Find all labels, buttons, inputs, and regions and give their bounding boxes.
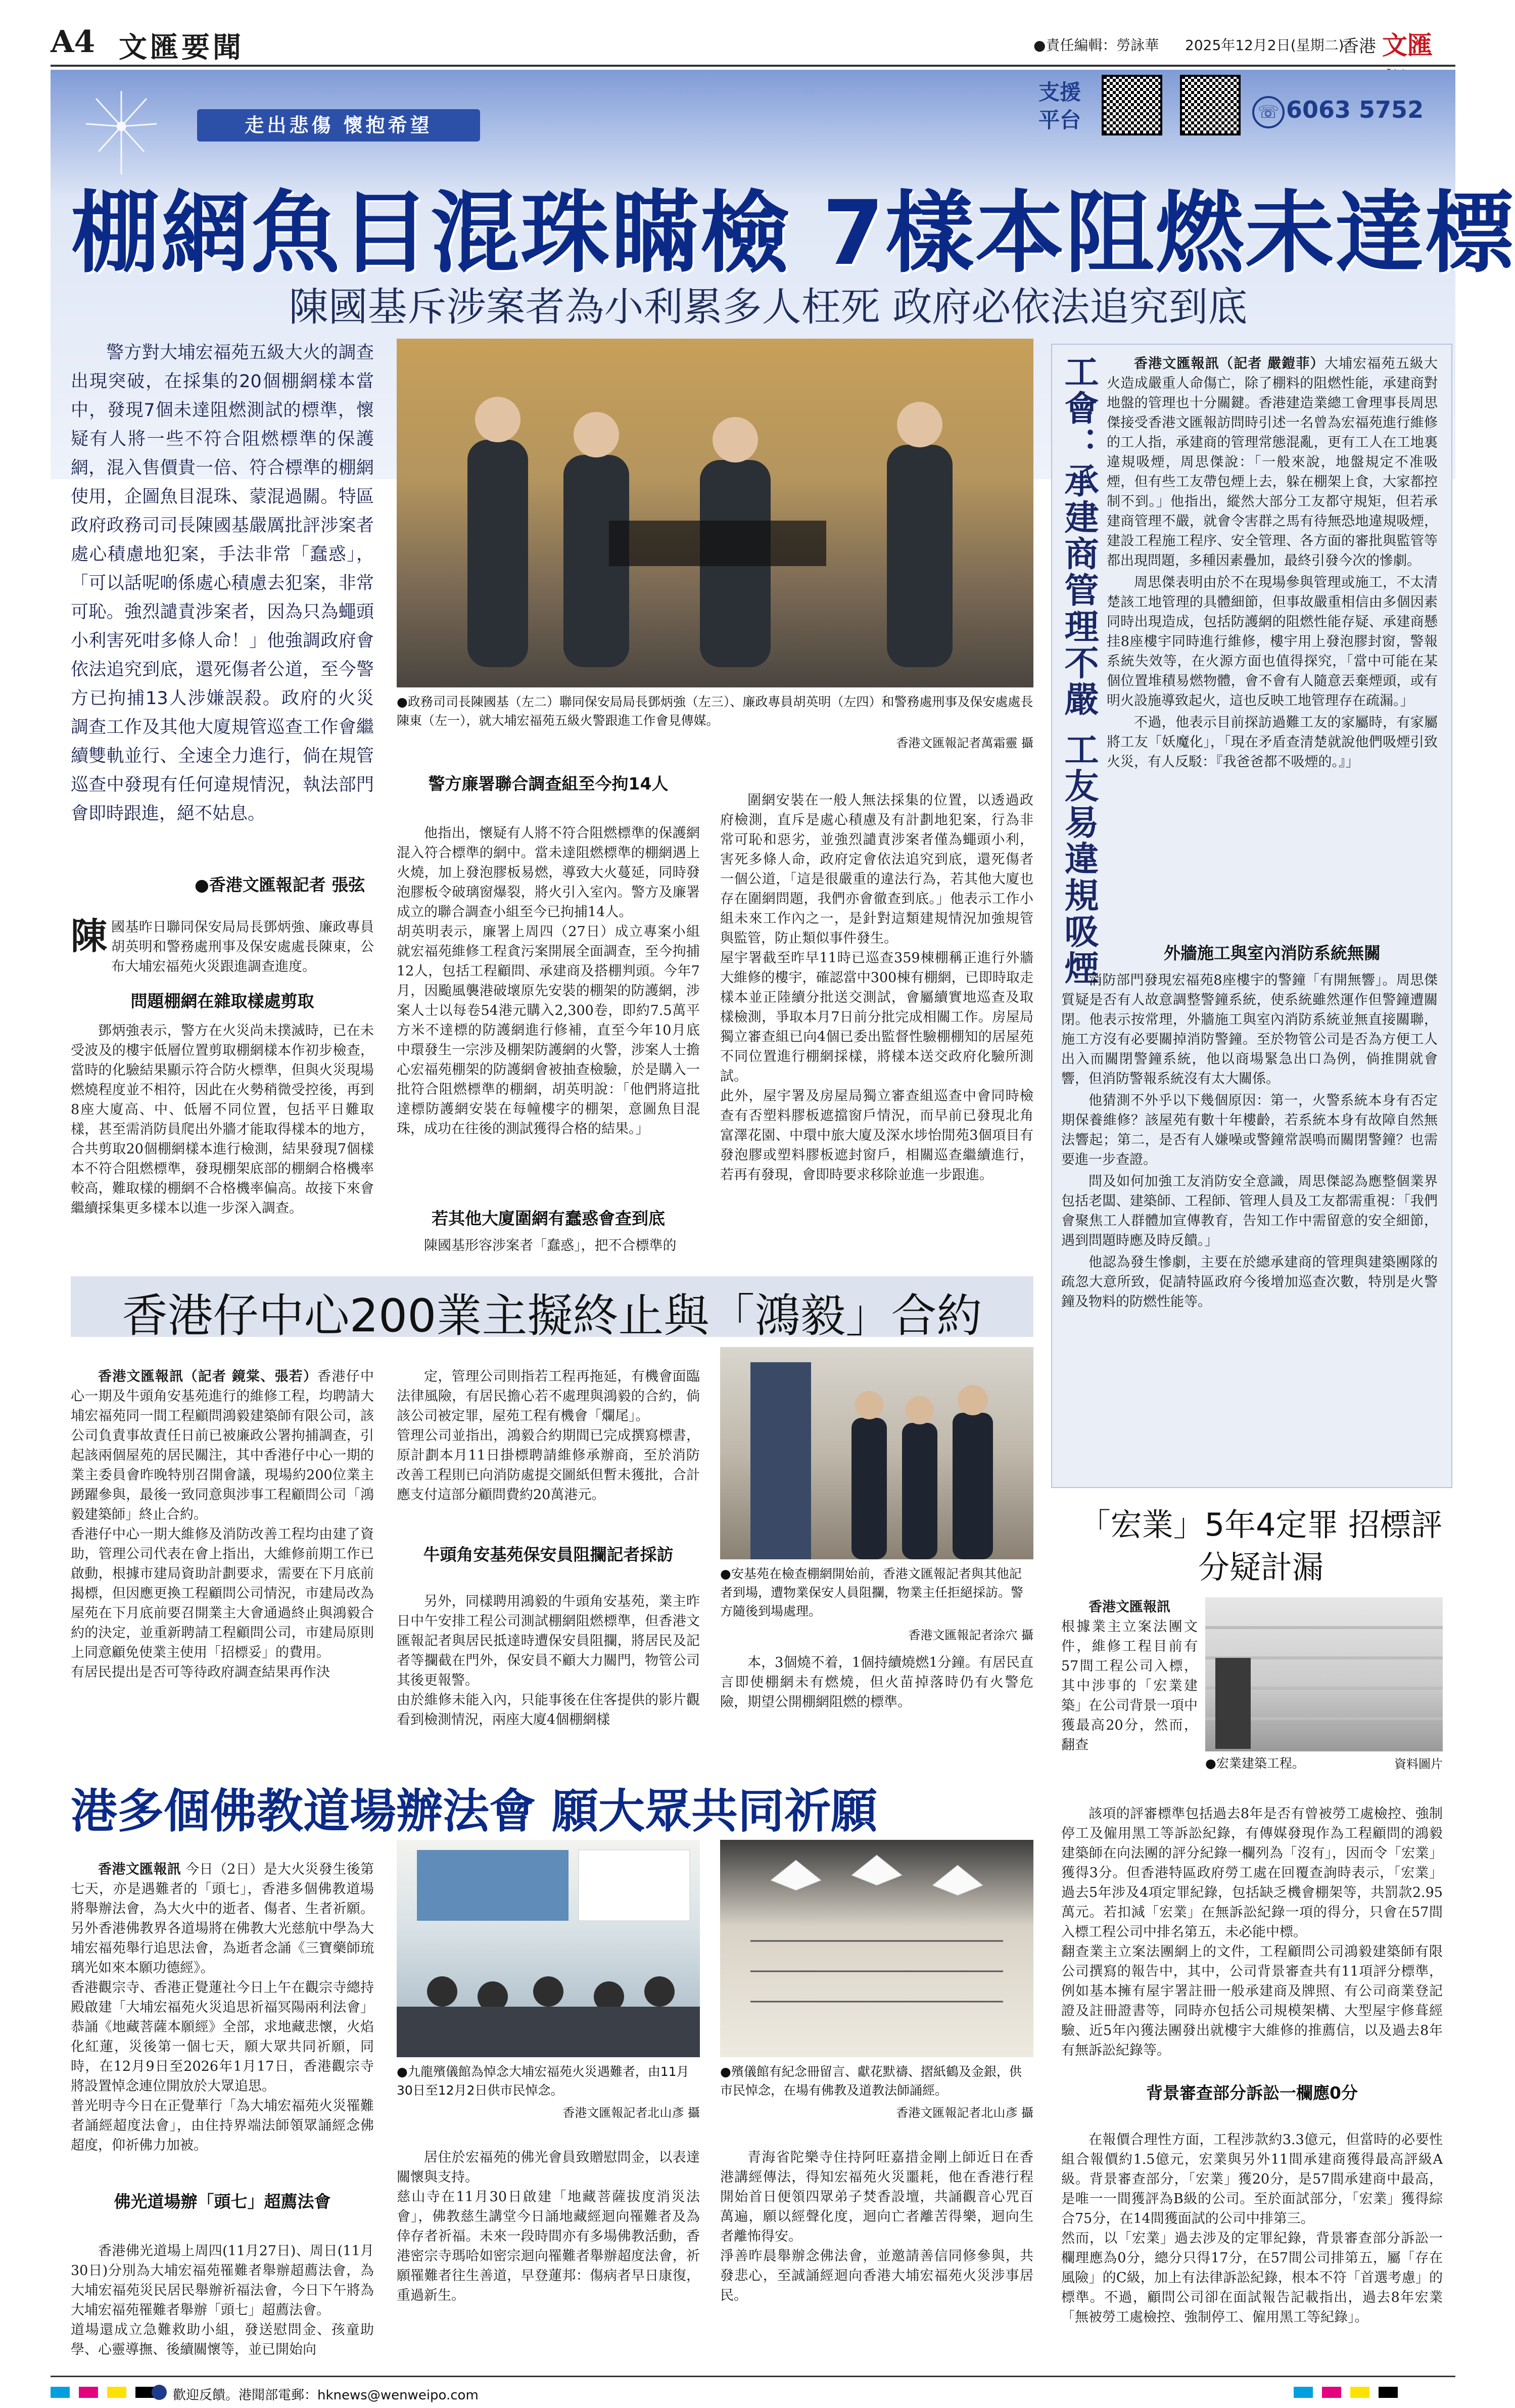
story1-byline: ●香港文匯報記者 張弦 bbox=[195, 875, 365, 895]
story2-headline: 香港仔中心200業主擬終止與「鴻毅」合約 bbox=[122, 1289, 982, 1342]
phone-icon: ☏ bbox=[1252, 96, 1285, 128]
security-photo-caption: ●安基苑在檢查棚網開始前，香港文匯報記者與其他記者到場，遭物業保安人員阻攔，物業主任拒絕採訪。警方隨後到場處理。 bbox=[720, 1566, 1024, 1618]
page-number: A4 bbox=[51, 24, 96, 60]
story1-intro: 國基昨日聯同保安局局長鄧炳強、廉政專員胡英明和警務處刑事及保安處處長陳東，公布大埔宏福苑火災跟進調查進度。 bbox=[111, 919, 374, 975]
story1-lead: 警方對大埔宏福苑五級大火的調查出現突破，在採集的20個棚網樣本當中，發現7個未達阻燃測試的標準，懷疑有人將一些不符合阻燃標準的保護網，混入售價貴一倍、符合標準的棚網使用，企圖魚目混珠、蒙混過關。特區政府政務司司長陳國基嚴厲批評涉案者處心積慮地犯案，手法非常「蠢惑」，「可以話呢啲係處心積慮去犯案，非常可恥。強烈譴責涉案者，因為只為蠅頭小利害死咁多條人命！」他強調政府會依法追究到底，還死傷者公道，至今警方已拘捕13人涉嫌誤殺。政府的火災調查工作及其他大廈規管巡查工作會繼續雙軌並行、全速全力進行，倘在規管巡查中發現有任何違規情況，執法部門會即時跟進，絕不姑息。 bbox=[71, 343, 374, 824]
banner-slogan: 走出悲傷 懷抱希望 bbox=[197, 109, 480, 142]
qr-code-1[interactable] bbox=[1102, 75, 1162, 135]
story1-col4: 圍網安裝在一般人無法採集的位置，以透過政府檢測，直斥是處心積慮及有計劃地犯案，行為非常可恥和惡劣，並強烈譴責涉案者僅為蠅頭小利，害死多條人命，政府定會依法追究到底，還死傷者一個公道，「這是很嚴重的違法行為，若其他大廈也存在圍網問題，我們亦會徹查到底。」他表示工作小組未來工作內之一，是針對這類建規情況加強規管與監管，防止類似事件發生。 屋宇署截至昨早11時已巡查359棟棚稱正進行外牆大維修的樓宇，確認當中300棟有棚網，已即時取走樣本並正陸續分批送交測試，會屬續實地巡查及取樣檢測，爭取本月7日前分批完成相關工作。房屋局獨立審查組已向4個已委出監督性驗棚棚知的居屋苑不同位置進行棚網採樣，將樣本送交政府化驗所測試。 此外，屋宇署及房屋局獨立審查組巡查中會同時檢查有否塑料膠板遮擋窗戶情況，而早前已發現北角富澤花園、中環中旅大廈及深水埗怡閒苑3個項目有發泡膠或塑料膠板遮封窗戶，相關巡查繼續進行，若再有發現，會即時要求移除並進一步跟進。 bbox=[720, 793, 1033, 1183]
header-bar bbox=[51, 20, 1455, 66]
footer-feedback-icon bbox=[152, 2385, 167, 2400]
press-photo-caption: ●政務司司長陳國基（左二）聯同保安局局長鄧炳強（左三）、廉政專員胡英明（左四）和警務處刑事及保安處處長陳東（左一），就大埔宏福苑五級火警跟進工作會見傳媒。 bbox=[397, 694, 1033, 728]
story2-subheading: 牛頭角安基苑保安員阻攔記者採訪 bbox=[423, 1545, 674, 1564]
sidebar-text-2: 消防部門發現宏福苑8座樓宇的警鐘「有開無響」。周思傑質疑是否有人故意調整警鐘系統，使系統雖然運作但警鐘遭關閉。他表示按常理，外牆施工與室內消防系統並無直接關聯，施工方沒有必要關掉消防警鐘。至於物管公司是否為方便工人出入而關閉警鐘系統，他以商場緊急出口為例，倘推開就會響，但消防警報系統沒有太大關係。 他猜測不外乎以下幾個原因：第一，火警系統本身有否定期保養維修？該屋苑有數十年樓齡，若系統本身有故障自然無法響起；第二，是否有人嫌噪或警鐘常誤鳴而關閉警鐘？也需要進一步查證。 問及如何加強工友消防安全意識，周思傑認為應整個業界包括老闆、建築師、工程師、管理人員及工友都需重視：「我們會聚焦工人群體加宣傳教育，告知工作中需留意的安全細節，遇到問題時應及時反饋。」 他認為發生慘劇，主要在於總承建商的管理與建築團隊的疏忽大意所致，促請特區政府今後增加巡查次數，特別是火警鐘及物料的防燃性能等。 bbox=[1061, 973, 1438, 1310]
story4-subheading: 佛光道場辦「頭七」超薦法會 bbox=[114, 2192, 331, 2211]
cranes-photo-credit: 香港文匯報記者北山彥 攝 bbox=[896, 2106, 1033, 2120]
editor-credit: ●責任編輯：勞詠華 bbox=[1033, 37, 1159, 54]
main-headline: 棚網魚目混珠瞞檢 7樣本阻燃未達標 bbox=[71, 181, 1515, 285]
story2-col2: 定，管理公司則指若工程再拖延，有機會面臨法律風險，有居民擔心若不處理與鴻毅的合約，倘該公司被定罪，屋苑工程有機會「爛尾」。 管理公司並指出，鴻毅合約期間已完成撰寫標書，原計劃本月11日掛標聘請維修承辦商，至於消防改善工程則已向消防處提交圖紙但暫未獲批，合計應支付這部分顧問費約20萬港元。 bbox=[397, 1369, 700, 1503]
story4-col1: 香港文匯報訊 今日（2日）是大火災發生後第七天，亦是遇難者的「頭七」，香港多個佛教道場將舉辦法會，為大火中的逝者、傷者、生者祈願。另外香港佛教界各道場將在佛教大光慈航中學為大埔宏福苑舉行追思法會，為逝者念誦《三寶藥師琉璃光如來本願功德經》。 香港觀宗寺、香港正覺蓮社今日上午在觀宗寺總持殿啟建「大埔宏福苑火災追思祈福冥陽兩利法會」恭誦《地藏菩薩本願經》全部，求地藏悲懷，火焰化紅蓮，災後第一個七天，願大眾共同祈願，同時，在12月9日至2026年1月17日，香港觀宗寺將設置悼念連位開放於大眾追思。 普光明寺今日在正覺華行「為大埔宏福苑火災罹難者誦經超度法會」，由住持界端法師領眾誦經念佛超度，仰祈佛力加被。 bbox=[71, 1862, 374, 2153]
story1-subheading-3: 若其他大廈圍網有蠢惑會查到底 bbox=[432, 1209, 665, 1228]
color-registration-marks bbox=[51, 2387, 164, 2400]
issue-date: 2025年12月2日(星期二) bbox=[1185, 37, 1344, 54]
press-conference-photo bbox=[397, 339, 1033, 687]
story2-col1: 香港文匯報訊（記者 鏡棠、張若）香港仔中心一期及牛頭角安基苑進行的維修工程，均聘請大埔宏福苑同一間工程顧問鴻毅建築師有限公司，該公司負責事故責任日前已被廉政公署拘捕調查，引起該兩個屋苑的居民關注，其中香港仔中心一期的業主委員會昨晚特別召開會議，現場約200位業主踴躍參與，最後一致同意與涉事工程顧問公司「鴻毅建築師」終止合約。 香港仔中心一期大維修及消防改善工程均由建了資助，管理公司代表在會上指出，大維修前期工作已啟動，根據市建局資助計劃要求，需要在下月底前揭標，但因應更換工程顧問公司情況，市建局改為屋苑在下月底前要召開業主大會通過終止與鴻毅合約的決定，並重新聘請工程顧問公司，市建局原則上同意顧免使業主使用「招標妥」的費用。 有居民提出是否可等待政府調查結果再作決 bbox=[71, 1369, 374, 1680]
section-name: 文匯要聞 bbox=[119, 31, 244, 64]
company-office-photo bbox=[1205, 1597, 1443, 1751]
sidebar-subheading: 外牆施工與室內消防系統無關 bbox=[1164, 943, 1381, 963]
memorial-photo-credit: 香港文匯報記者北山彥 攝 bbox=[562, 2106, 700, 2120]
sidebar-text-1: 香港文匯報訊（記者 嚴鎧菲）大埔宏福苑五級大火造成嚴重人命傷亡，除了棚料的阻燃性能，承建商對地盤的管理也十分關鍵。香港建造業總工會理事長周思傑接受香港文匯報訪問時引述一名曾為宏福苑進行維修的工人指，承建商的管理常態混亂，更有工人在工地裏違規吸煙，周思傑說：「一般來說，地盤規定不准吸煙，但有些工友帶包煙上去，躲在棚架上食，大家都控制不到。」他指出，縱然大部分工友都守規矩，但若承建商管理不嚴，就會令害群之馬有待無恐地違規吸煙，建設工程施工程序、安全管理、各方面的審批與監管等都出現問題，多種因素疊加，最終引發今次的慘劇。 周思傑表明由於不在現場參與管理或施工，不太清楚該工地管理的具體細節，但事故嚴重相信由多個因素同時出現造成，包括防護網的阻燃性能存疑、承建商懸挂8座樓宇同時進行維修，樓宇用上發泡膠封窗，警報系統失效等，在火源方面也值得探究，「當中可能在某個位置堆積易燃物體，會不會有人隨意丟棄煙頭，或有明火設施導致起火，這也反映工地管理存在疏漏。」 不過，他表示目前探訪過難工友的家屬時，有家屬將工友「妖魔化」，「現在矛盾查清楚就說他們吸煙引致火災，有人反駁：『我爸爸都不吸煙的。』」 bbox=[1107, 356, 1438, 770]
footer-feedback[interactable]: 歡迎反饋。港聞部電郵：hknews@wenweipo.com bbox=[173, 2388, 479, 2403]
press-photo-credit: 香港文匯報記者萬霜靈 攝 bbox=[896, 736, 1033, 750]
story2-col2b: 另外，同樣聘用鴻毅的牛頭角安基苑，業主昨日中午安排工程公司測試棚網阻燃標準，但香港文匯報記者與居民抵達時遭保安員阻攔，將居民及記者等攔截在門外，保安員不顧大力關門，物管公司其後更報警。 由於維修未能入內，只能事後在住客提供的影片觀看到檢測情況，兩座大廈4個棚網樣 bbox=[397, 1594, 700, 1728]
story3-col3: 在報價合理性方面，工程涉款約3.3億元，但當時的必要性組合報價約1.5億元，宏業與另外11間承建商獲得最高評級A級。背景審查部分，「宏業」獲20分，是57間承建商中最高，是唯一一間獲評為B級的公司。至於面試部分，「宏業」獲得綜合75分，在14間獲面試的公司中排第三。 然而，以「宏業」過去涉及的定罪紀錄，背景審查部分訴訟一欄理應為0分，總分只得17分，在57間公司排第五，屬「存在風險」的C級，加上有法律訴訟紀錄，根本不符「首選考慮」的標準。不過，顧問公司卻在面試報告記載指出，過去8年宏業「無被勞工處檢控、強制停工、僱用黑工等紀錄」。 bbox=[1061, 2132, 1443, 2325]
memorial-photo-caption: ●九龍殯儀館為悼念大埔宏福苑火災遇難者，由11月30日至12月2日供市民悼念。 bbox=[397, 2064, 689, 2098]
office-photo-credit: 資料圖片 bbox=[1394, 1757, 1443, 1771]
hotline-number[interactable]: 6063 5752 bbox=[1286, 96, 1424, 123]
cranes-photo-caption: ●殯儀館有紀念冊留言、獻花默禱、摺紙鶴及金銀，供市民悼念，在場有佛教及道教法師誦經。 bbox=[720, 2064, 1022, 2098]
color-registration-marks-right bbox=[1294, 2387, 1407, 2400]
story4-col3: 青海省陀樂寺住持阿旺嘉措金剛上師近日在香港講經傳法，得知宏福苑火災噩耗，他在香港行程開始首日便領四眾弟子焚香設壇，共誦觀音心咒百萬遍，願以經聲化度，迴向亡者離苦得樂，迴向生者離怖得安。 淨善昨晨舉辦念佛法會，並邀請善信同修參與，共發悲心，至誠誦經迴向香港大埔宏福苑火災涉事居民。 bbox=[720, 2150, 1033, 2303]
paper-region: 香港 bbox=[1342, 36, 1376, 57]
footer-rule bbox=[51, 2376, 1455, 2377]
support-label-1: 支援 bbox=[1038, 80, 1081, 105]
story4-col2: 居住於宏福苑的佛光會員致贈慰問金，以表達關懷與支持。 慈山寺在11月30日啟建「地藏菩薩拔度消災法會」，佛教慈生講堂今日誦地藏經迴向罹難者及為倖存者祈福。未來一段時間亦有多場佛教活動，香港密宗寺瑪哈如密宗迴向罹難者舉辦超度法會，祈願罹難者往生善道，早登蓮邦：傷病者早日康復，重過新生。 bbox=[397, 2150, 700, 2303]
story3-col1: 香港文匯報訊 根據業主立案法團文件，維修工程目前有57間工程公司入標，其中涉事的「宏業建築」在公司背景一項中獲最高20分，然而，翻查 bbox=[1061, 1599, 1198, 1753]
memorial-hall-photo bbox=[397, 1840, 700, 2057]
story1-col3-tail: 陳國基形容涉案者「蠢惑」，把不合標準的 bbox=[424, 1238, 677, 1254]
paper-logo: 文匯 bbox=[1382, 30, 1433, 60]
story1-col3: 他指出，懷疑有人將不符合阻燃標準的保護網混入符合標準的網中。當未達阻燃標準的棚網遇上火燒，加上發泡膠板易燃，導致大火蔓延，同時發泡膠板令破璃窗爆裂，將火引入室內。警方及廉署成立的聯合調查小組至今已拘捕14人。 胡英明表示，廉署上周四（27日）成立專案小組就宏福苑維修工程貪污案開展全面調查，至今拘捕12人，包括工程顧問、承建商及搭棚判頭。今年7月，因颱風襲港破壞原先安裝的棚架的防護網，涉案人士以每卷54港元購入2,300卷，即約7.5萬平方米不達標的防護網進行修補，直至今年10月底中環發生一宗涉及棚架防護網的火警，涉案人士擔心宏福苑棚架的防護網會被抽查檢驗，於是購入一批符合阻燃標準的棚網，胡英明說：「他們將這批達標防護網安裝在每幢樓字的棚架，意圖魚目混珠，成功在往後的測試獲得合格的結果。」 bbox=[397, 825, 700, 1137]
story1-col2: 鄧炳強表示，警方在火災尚未撲滅時，已在未受波及的樓宇低層位置剪取棚網樣本作初步檢查，當時的化驗結果顯示符合防火標準，但與火災現場燃燒程度並不相符，因此在火勢稍微受控後，再到8座大廈高、中、低層不同位置，包括平日難取樣，甚至需消防員爬出外牆才能取得樣本的地方，合共剪取20個棚網樣本進行檢測，結果發現7個樣本不符合阻燃標準，發現棚架底部的棚網合格機率較高，難取樣的棚網不合格機率偏高。故接下來會繼續採集更多樣本以進一步深入調查。 bbox=[71, 1023, 374, 1216]
story1-dropcap: 陳 bbox=[71, 914, 108, 957]
story1-subheading-1: 問題棚網在雜取樣處剪取 bbox=[130, 991, 314, 1011]
paper-cranes-photo bbox=[720, 1840, 1033, 2057]
story2-col3: 本，3個燒不着，1個持續燒燃1分鐘。有居民直言即使棚網未有燃燒，但火苗掉落時仍有火警危險，期望公開棚網阻燃的標準。 bbox=[720, 1655, 1033, 1710]
story4-headline: 港多個佛教道場辦法會 願大眾共同祈願 bbox=[71, 1784, 878, 1838]
office-photo-caption: ●宏業建築工程。 bbox=[1205, 1756, 1305, 1771]
security-photo-credit: 香港文匯報記者涂穴 攝 bbox=[908, 1628, 1033, 1642]
security-guard-photo bbox=[720, 1347, 1033, 1559]
story3-col2: 該項的評審標準包括過去8年是否有曾被勞工處檢控、強制停工及僱用黑工等訴訟紀錄，有傳媒發現作為工程顧問的鴻毅建築師在向法團的評分紀錄一欄列為「沒有」，因而令「宏業」獲得3分。但香港特區政府勞工處在回覆查詢時表示，「宏業」過去5年涉及4項定罪紀錄，包括缺乏機會棚架等，共罰款2.95萬元。若扣減「宏業」在無訴訟紀錄一項的得分，只會在57間入標工程公司中排名第五，未必能中標。 翻查業主立案法團網上的文件，工程顧問公司鴻毅建築師有限公司撰寫的報告中，其中，公司背景審查共有11項評分標準，例如基本擁有屋宇署註冊一般承建商及牌照、有公司商業登記證及註冊證書等，同時亦包括公司規模架構、大型屋宇修葺經驗、近5年內獲法團發出就樓宇大維修的推薦信，以及過去8年有無訴訟紀錄等。 bbox=[1061, 1806, 1443, 2058]
header-rule bbox=[51, 65, 1455, 67]
support-label-2: 平台 bbox=[1038, 108, 1081, 132]
story4-col1b: 香港佛光道場上周四(11月27日)、周日(11月30日)分別為大埔宏福苑罹難者舉辦超薦法會，為大埔宏福苑災民居民舉辦祈福法會，今日下午將為大埔宏福苑罹難者舉辦「頭七」超薦法會。 道場還成立急難救助小組，發送慰問金、孩童助學、心靈導撫、後續關懷等，並已開始向 bbox=[71, 2243, 374, 2357]
main-subhead: 陳國基斥涉案者為小利累多人枉死 政府必依法追究到底 bbox=[289, 285, 1248, 330]
sidebar-vertical-title: 工會：承建商管理不嚴 工友易違規吸煙 bbox=[1059, 354, 1099, 987]
story1-subheading-2: 警方廉署聯合調查組至今拘14人 bbox=[428, 774, 669, 794]
story3-subheading: 背景審查部分訴訟一欄應0分 bbox=[1146, 2083, 1358, 2103]
story3-headline: 「宏業」5年4定罪 招標評分疑計漏 bbox=[1079, 1506, 1443, 1586]
qr-code-2[interactable] bbox=[1180, 75, 1241, 135]
